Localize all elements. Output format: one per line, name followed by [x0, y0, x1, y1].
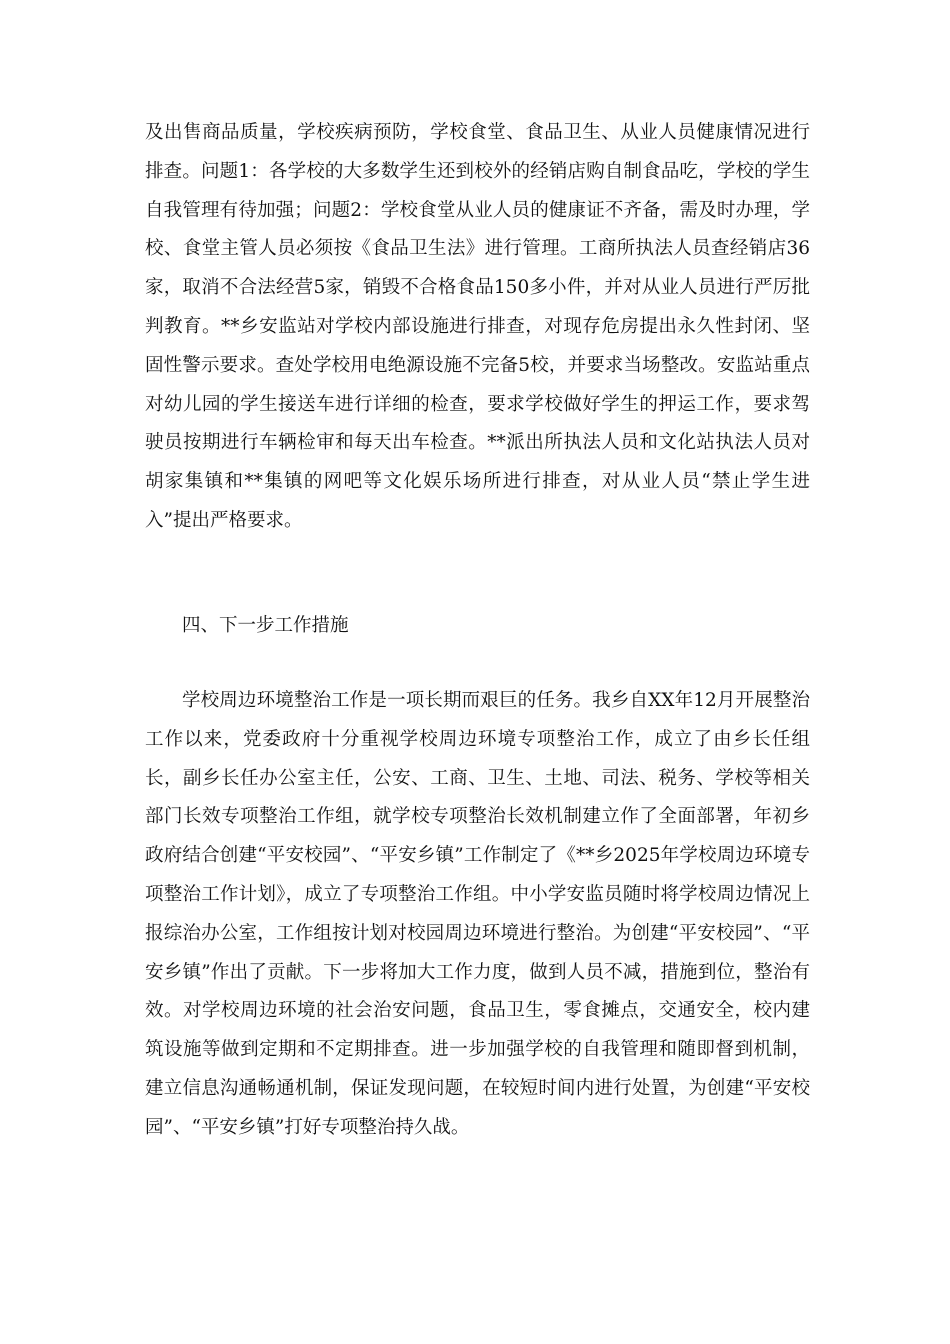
paragraph-next-step-measures: 学校周边环境整治工作是一项长期而艰巨的任务。我乡自XX年12月开展整治工作以来，党委政府十分重视学校周边环境专项整治工作，成立了由乡长任组长，副乡长任办公室主任，公安、工商、卫生、土地、司法、税务、学校等相关部门长效专项整治工作组，就学校专项整治长效机制建立作了全面部署，年初乡政府结合创建“平安校园”、“平安乡镇”工作制定了《**乡2025年学校周边环境专项整治工作计划》，成立了专项整治工作组。中小学安监员随时将学校周边情况上报综治办公室，工作组按计划对校园周边环境进行整治。为创建“平安校园”、“平安乡镇”作出了贡献。下一步将加大工作力度，做到人员不减，措施到位，整治有效。对学校周边环境的社会治安问题，食品卫生，零食摊点，交通安全，校内建筑设施等做到定期和不定期排查。进一步加强学校的自我管理和随即督到机制，建立信息沟通畅通机制，保证发现问题，在较短时间内进行处置，为创建“平安校园”、“平安乡镇”打好专项整治持久战。: [145, 690, 810, 1138]
section-heading-next-steps: 四、下一步工作措施: [182, 615, 349, 636]
paragraph-inspection-results: 及出售商品质量，学校疾病预防，学校食堂、食品卫生、从业人员健康情况进行排查。问题1：各学校的大多数学生还到校外的经销店购自制食品吃，学校的学生自我管理有待加强；问题2：学校食堂从业人员的健康证不齐备，需及时办理，学校、食堂主管人员必须按《食品卫生法》进行管理。工商所执法人员查经销店36家，取消不合法经营5家，销毁不合格食品150多小件，并对从业人员进行严厉批判教育。**乡安监站对学校内部设施进行排查，对现存危房提出永久性封闭、坚固性警示要求。查处学校用电绝源设施不完备5校，并要求当场整改。安监站重点对幼儿园的学生接送车进行详细的检查，要求学校做好学生的押运工作，要求驾驶员按期进行车辆检审和每天出车检查。**派出所执法人员和文化站执法人员对胡家集镇和**集镇的网吧等文化娱乐场所进行排查，对从业人员“禁止学生进入”提出严格要求。: [145, 122, 810, 531]
